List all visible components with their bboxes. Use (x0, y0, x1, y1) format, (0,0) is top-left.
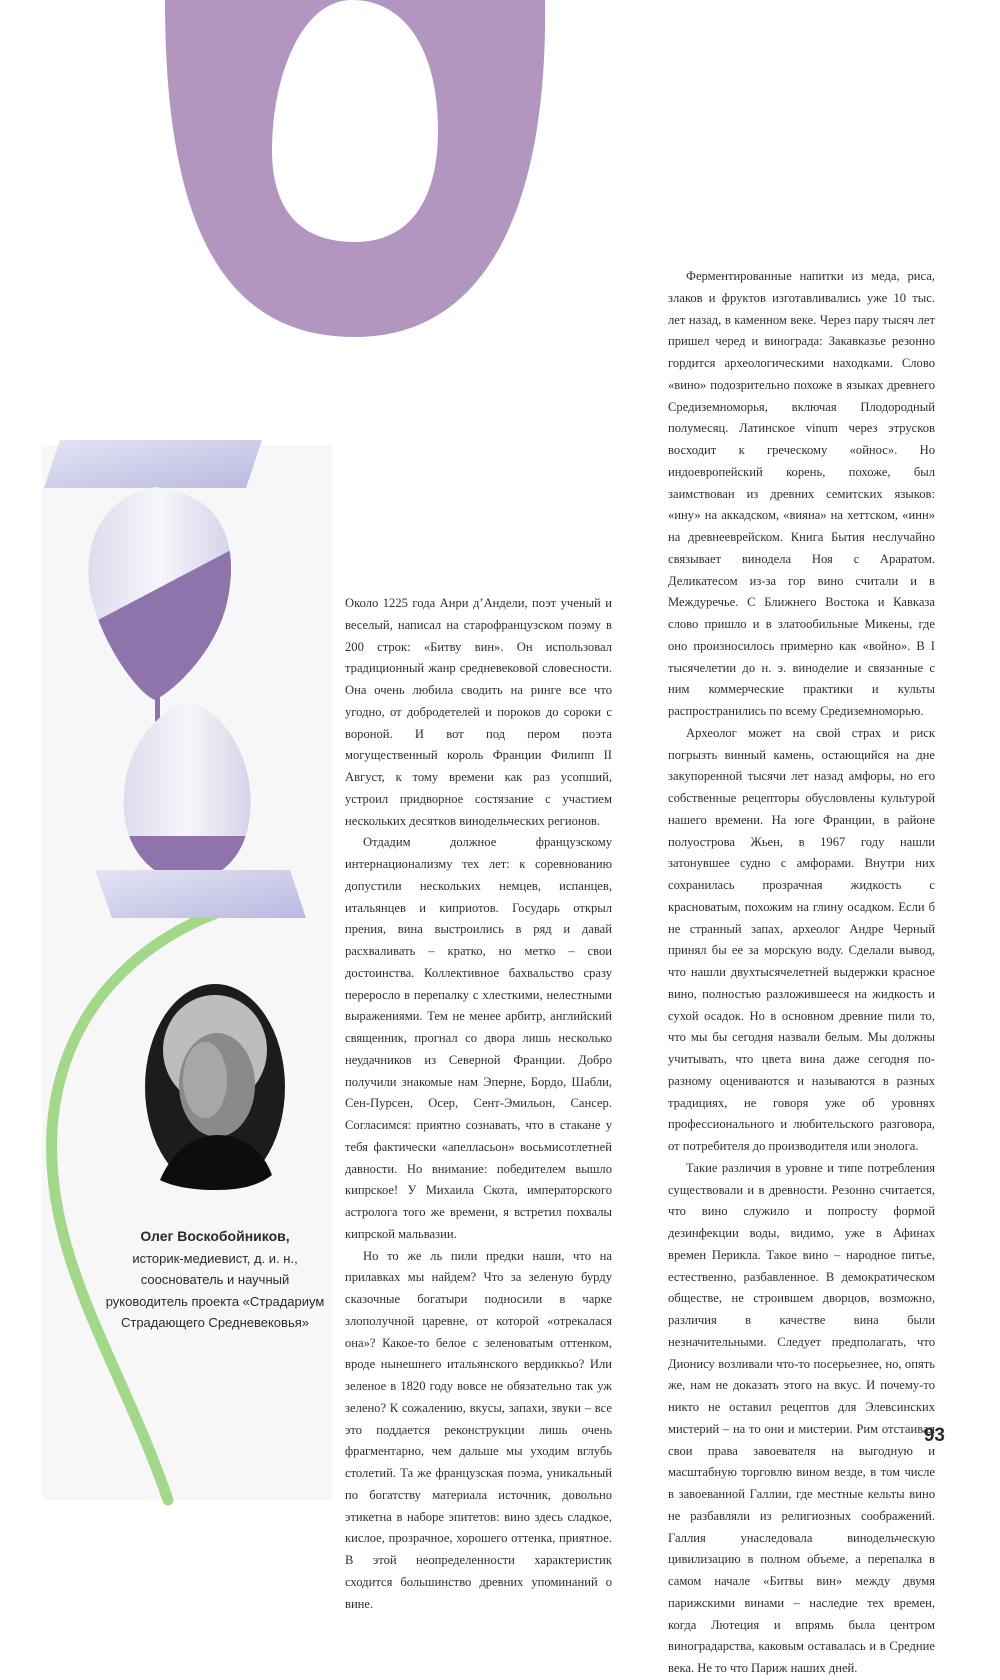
paragraph: Но то же ль пили предки наши, что на прилавках мы найдем? Что за зеленую бурду сказочные богатыри подносили в чарке злополучной царевне, от которой «отрекалася она»? Какое-то белое с зеленоватым оттенком, вроде нынешнего итальянского вердиккьо? Или зеленое в 1820 году вовсе не обязательно так уж зелено? К сожалению, вкусы, запахи, звуки – все это поддается реконструкции лишь очень фрагментарно, чем дальше мы уходим вглубь столетий. Та же французская поэма, уникальный по богатству материала источник, довольно этикетна в наборе эпитетов: вино здесь сладкое, кислое, прозрачное, хорошего оттенка, приятное. В этой неопределенности характеристик сходится большинство древних упоминаний о вине. (345, 1248, 612, 1611)
paragraph: Отдадим должное французскому интернационализму тех лет: к соревнованию допустили нескольких немцев, испанцев, итальянцев и киприотов. Государь открыл прения, вина выстроились в ряд и давай расхваливать – кратко, но метко – свои достоинства. Коллективное бахвальство сразу переросло в перепалку с хлесткими, нелестными выражениями. Тем не менее арбитр, английский священник, прогнал со двора лишь несколько неудачников из Северной Франции. Добро получили знакомые нам Эперне, Бордо, Шабли, Сен-Пурсен, Осер, Сент-Эмильон, Сансер. Согласимся: приятно сознавать, что в стакане у тебя фактически «апелласьон» восьмисотлетней давности. Но внимание: победителем вышло кипрское! У Михаила Скота, императорского астролога того же времени, я встретил похвалы кипрской мальвазии. (345, 835, 612, 1241)
portrait-face-light (183, 1042, 227, 1118)
paragraph: Археолог может на свой страх и риск погрызть винный камень, остающийся на дне закупоренной тысячи лет назад амфоры, но его собственные рецепторы обусловлены культурой нашего времени. На юге Франции, в районе полуострова Жьен, в 1967 году нашли затонувшее судно с амфорами. Внутри них сохранилась прозрачная жидкость с красноватым, похожим на глину осадком. Если б не странный запах, археолог Андре Черный принял бы ее за морскую воду. Сделали вывод, что нашли двухтысячелетней выдержки красное вино, полностью разложившееся на жидкость и сухой осадок. Но в основном древние пили то, что мы бы сегодня назвали белым. Мы должны учитывать, что цвета вина даже сегодня по-разному оцениваются и называются в разных традициях, не говоря уже об уровнях профессионального и любительского разговора, от потребителя до производителя или энолога. (668, 725, 935, 1153)
paragraph: Такие различия в уровне и типе потребления существовали и в древности. Резонно считается, что вино служило и попросту формой дезинфекции воды, видимо, уже в Афинах времен Перикла. Такое вино – народное питье, естественно, разбавленное. В демократическом обществе, не строившем дворцов, возможно, различия в качестве вина были незначительными. Следует предполагать, что Дионису возливали что-то посерьезнее, но, опять же, нам не доказать этого на вкус. И почему-то никто не оставил рецептов для Элевсинских мистерий – на то они и мистерии. Рим отстаивал свои права завоевателя на выгодную и масштабную торговлю вином везде, в том числе в завоеванной Галлии, где местные кельты вино не разбавляли из религиозных соображений. Галлия унаследовала винодельческую цивилизацию в полном объеме, а перепалка в самом начале «Битвы вин» между двумя парижскими винами – наследие тех времен, когда Лютеция и впрямь была центром виноградарства, каковым оставалась и в Средние века. Не то что Париж наших дней. (668, 1160, 935, 1675)
top-plate (44, 440, 262, 488)
bottom-plate (95, 870, 306, 918)
author-portrait (145, 984, 285, 1190)
article-column-right (668, 266, 935, 1680)
article-column-middle (345, 593, 612, 1615)
author-description: историк-медиевист, д. и. н., сооснователь и научный руководитель проекта «Страдариум Страдающего Средневековья» (105, 1250, 325, 1330)
page-number: 93 (923, 1425, 945, 1446)
author-name: Олег Воскобойников, (140, 1228, 290, 1244)
author-caption (105, 1226, 325, 1334)
paragraph: Ферментированные напитки из меда, риса, злаков и фруктов изготавливались уже 10 тыс. лет назад, в каменном веке. Через пару тысяч лет пришел черед и винограда: Закавказье резонно гордится археологическими находками. Слово «вино» подозрительно похоже в языках древнего Средиземноморья, включая Плодородный полумесяц. Латинское vinum через этрусков восходит к греческому «ойнос». Но индоевропейский корень, похоже, был заимствован из древних семитских языков: «ину» на аккадском, «вияна» на хеттском, «инн» на древнееврейском. Книга Бытия неслучайно связывает винодела Ноя с Араратом. Деликатесом из-за гор вино считали и в Междуречье. С Ближнего Востока и Кавказа слово пришло и в златообильные Микены, где оно произносилось примерно как «войно». В I тысячелетии до н. э. виноделие и связанные с ним коммерческие практики и культы распространились по всему Средиземноморью. (668, 269, 935, 718)
paragraph: Около 1225 года Анри д’Андели, поэт ученый и веселый, написал на старофранцузском поэму в 200 строк: «Битву вин». Он использовал традиционный жанр средневековой словесности. Она очень любила сводить на ринге все что угодно, от добродетелей и пороков до сороки с вороной. И вот под пером поэта могущественный король Франции Филипп II Август, к тому времени как раз усопший, устроил придворное состязание с участием нескольких десятков винодельческих регионов. (345, 596, 612, 828)
